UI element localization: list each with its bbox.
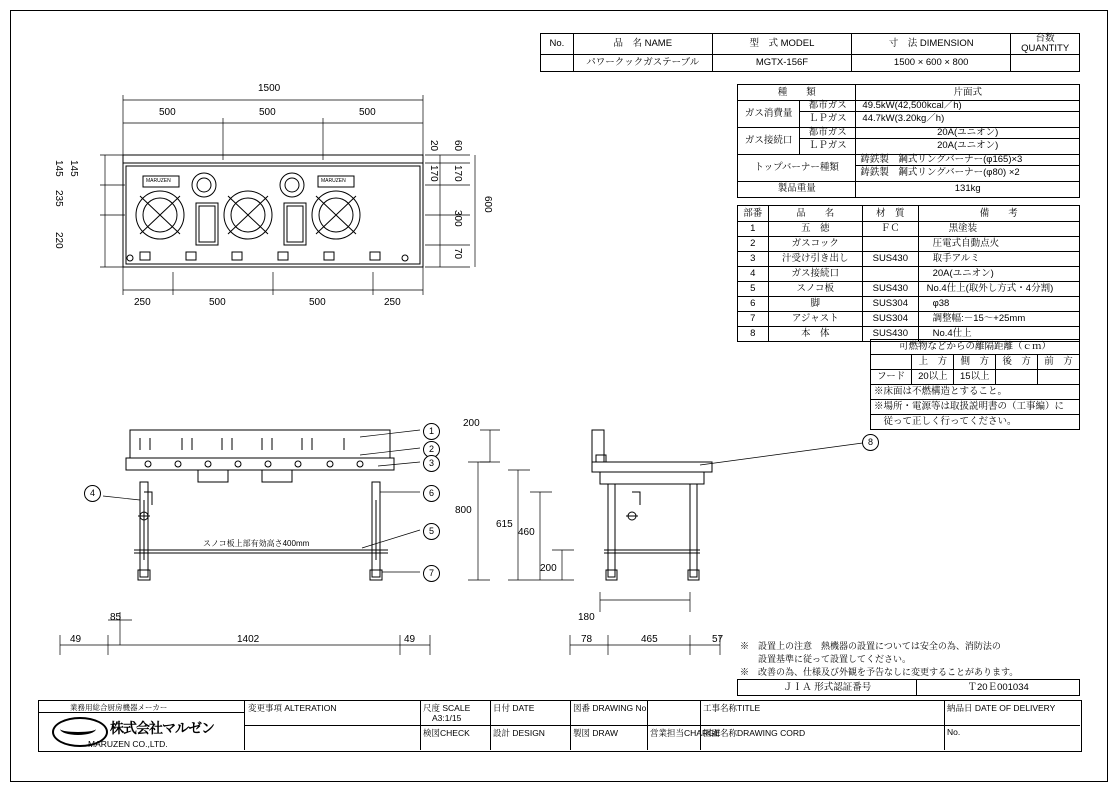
table-row [541,34,1080,55]
top-bottom-dim-1: 250 [134,297,151,308]
parts-material: SUS304 [863,297,919,312]
table-row [871,385,1080,400]
clearance-row-label-blank [871,355,912,370]
clearance-header-side: 側 方 [954,355,996,370]
cord-label: 図面名称DRAWING CORD [703,728,806,738]
parts-no: 6 [738,297,769,312]
callout-4: 4 [84,485,101,502]
front-dim-49-left: 49 [70,634,82,645]
spec-label-7: 製品重量 [738,181,856,197]
table-row [541,54,1080,71]
header-value-model: MGTX-156F [712,54,851,71]
maruzen-logo-swoosh-icon [60,723,96,735]
table-row [871,370,1080,385]
callout-8: 8 [862,434,879,451]
parts-header-name: 品 名 [768,206,863,222]
top-right-dim-600: 600 [482,196,493,213]
callout-1: 1 [423,423,440,440]
top-overall-width: 1500 [258,83,281,94]
header-value-dimension: 1500 × 600 × 800 [852,54,1011,71]
certification-table [737,679,1080,696]
spec-value-6: 鋳鉄製 鋼式リングバーナー(φ80) ×2 [856,165,1080,181]
callout-3: 3 [423,455,440,472]
table-row [738,680,1080,696]
side-dim-200-lower: 200 [540,563,557,574]
scale-value: A3:1/15 [432,713,462,723]
table-row [871,400,1080,415]
clearance-note-1: ※場所・電源等は取扱説明書の（工事編）に [871,400,1080,415]
side-dim-57: 57 [712,634,724,645]
parts-material: SUS430 [863,282,919,297]
table-row [738,85,1080,101]
parts-material [863,237,919,252]
top-right-dim-170b: 170 [452,165,463,182]
parts-remark: 取手アルミ [918,252,1079,267]
spec-sub-2: ＬＰガス [800,111,856,127]
company-name-jp: 株式会社マルゼン [110,720,214,736]
front-dim-1402: 1402 [237,634,260,645]
parts-no: 3 [738,252,769,267]
header-col-name: 品 名 NAME [573,34,712,55]
header-value-no [541,54,574,71]
clearance-note-0: ※床面は不燃構造とすること。 [871,385,1080,400]
parts-material: SUS304 [863,312,919,327]
parts-material [863,267,919,282]
side-dim-78: 78 [581,634,593,645]
parts-name: スノコ板 [768,282,863,297]
parts-name: ガスコック [768,237,863,252]
spec-sub-4: ＬＰガス [800,138,856,154]
table-row [738,267,1080,282]
side-dim-200-top: 200 [463,418,480,429]
top-bottom-dim-2: 500 [209,297,226,308]
parts-remark: φ38 [918,297,1079,312]
top-seg-1: 500 [159,107,176,118]
table-row [738,154,1080,165]
spec-value-7: 131kg [856,181,1080,197]
draw-label: 製図 DRAW [573,728,619,738]
parts-header-remark: 備 考 [918,206,1079,222]
spec-value-4: 20A(ユニオン) [856,138,1080,154]
callout-2: 2 [423,441,440,458]
parts-remark: No.4仕上 [918,327,1079,342]
charge-label: 営業担当CHARGE [650,728,721,738]
warning-line-0: ※ 設置上の注意 熱機器の設置については安全の為、消防法の [740,641,1001,651]
side-dim-180: 180 [578,612,595,623]
spec-label-3: ガス接続口 [738,127,800,154]
side-dim-465: 465 [641,634,658,645]
table-row [738,127,1080,138]
callout-5: 5 [423,523,440,540]
header-col-quantity: 台数 QUANTITY [1011,34,1080,55]
callout-7: 7 [423,565,440,582]
title-block-hline-mid [244,725,1080,726]
parts-header-material: 材 質 [863,206,919,222]
table-row [738,206,1080,222]
table-row [871,355,1080,370]
spec-value-1: 49.5kW(42,500kcal／h) [856,101,1080,112]
construction-title-label: 工事名称TITLE [703,703,761,713]
parts-remark: 20A(ユニオン) [918,267,1079,282]
clearance-value-rear [996,370,1038,385]
table-row [738,222,1080,237]
callout-6: 6 [423,485,440,502]
top-seg-2: 500 [259,107,276,118]
table-row [738,237,1080,252]
parts-name: 汁受け引き出し [768,252,863,267]
top-left-dim-145a: 145 [53,160,64,177]
spec-value-0: 片面式 [856,85,1080,101]
no-label: No. [947,727,961,737]
spec-label-0: 種 類 [738,85,856,101]
parts-no: 2 [738,237,769,252]
top-right-dim-170a: 170 [428,165,439,182]
brand-mark-left: MARUZEN [146,178,171,184]
parts-material: SUS430 [863,327,919,342]
top-right-dim-60: 60 [452,140,463,152]
parts-remark: 圧電式自動点火 [918,237,1079,252]
top-right-dim-70: 70 [452,248,463,260]
parts-material: ＦＣ [863,222,919,237]
parts-name: 五 徳 [768,222,863,237]
clearance-row-label: フード [871,370,912,385]
parts-material: SUS430 [863,252,919,267]
clearance-value-front [1038,370,1080,385]
parts-remark: 黒塗装 [918,222,1079,237]
company-name-en: MARUZEN CO.,LTD. [88,739,168,749]
spec-value-2: 44.7kW(3.20kg／h) [856,111,1080,127]
date-label: 日付 DATE [493,703,535,713]
parts-name: アジャスト [768,312,863,327]
parts-no: 8 [738,327,769,342]
parts-no: 5 [738,282,769,297]
top-seg-3: 500 [359,107,376,118]
clearance-value-top: 20以上 [912,370,954,385]
header-col-model: 型 式 MODEL [712,34,851,55]
front-dim-85: 85 [110,612,122,623]
side-dim-800: 800 [455,505,472,516]
shelf-height-note: スノコ板上部有効高さ400mm [203,539,310,548]
top-bottom-dim-3: 500 [309,297,326,308]
clearance-value-side: 15以上 [954,370,996,385]
spec-value-5: 鋳鉄製 鋼式リングバーナー(φ165)×3 [856,154,1080,165]
certification-value: Ｔ20Ｅ001034 [917,680,1080,696]
spec-label-1: ガス消費量 [738,101,800,128]
maker-caption: 業務用総合厨房機器メーカー [70,703,168,712]
certification-label: ＪＩＡ 形式認証番号 [738,680,917,696]
check-label: 検図CHECK [423,728,470,738]
top-left-dim-145b: 145 [68,160,79,177]
header-table [540,33,1080,72]
side-dim-615: 615 [496,519,513,530]
top-left-dim-235: 235 [53,190,64,207]
clearance-header-rear: 後 方 [996,355,1038,370]
warning-line-1: 設置基準に従って設置してください。 [740,654,912,664]
spec-label-5: トップバーナー種類 [738,154,856,181]
parts-no: 1 [738,222,769,237]
table-row [738,282,1080,297]
header-col-no: No. [541,34,574,55]
front-dim-49-right: 49 [404,634,416,645]
top-right-dim-300: 300 [452,210,463,227]
top-bottom-dim-4: 250 [384,297,401,308]
clearance-header-top: 上 方 [912,355,954,370]
clearance-table [870,339,1080,430]
spec-sub-1: 都市ガス [800,101,856,112]
table-row [871,415,1080,430]
table-row [738,297,1080,312]
alteration-label: 変更事項 ALTERATION [248,703,337,713]
drawing-no-label: 図番 DRAWING No. [573,703,649,713]
header-col-dimension: 寸 法 DIMENSION [852,34,1011,55]
design-label: 設計 DESIGN [493,728,545,738]
side-dim-460: 460 [518,527,535,538]
table-row [871,340,1080,355]
parts-table [737,205,1080,342]
header-value-quantity [1011,54,1080,71]
table-row [738,181,1080,197]
title-block-divider-8 [944,700,945,750]
warning-line-2: ※ 改善の為、仕様及び外観を予告なしに変更することがあります。 [740,667,1019,677]
parts-name: 脚 [768,297,863,312]
parts-no: 7 [738,312,769,327]
parts-name: ガス接続口 [768,267,863,282]
top-right-dim-20: 20 [428,140,439,152]
parts-header-no: 部番 [738,206,769,222]
parts-remark: 調整幅:－15～+25mm [918,312,1079,327]
parts-name: 本 体 [768,327,863,342]
clearance-header-front: 前 方 [1038,355,1080,370]
spec-table [737,84,1080,198]
header-value-name: パワークックガステーブル [573,54,712,71]
table-row [738,312,1080,327]
spec-value-3: 20A(ユニオン) [856,127,1080,138]
spec-sub-3: 都市ガス [800,127,856,138]
clearance-note-2: 従って正しく行ってください。 [871,415,1080,430]
scale-label: 尺度 SCALE [423,703,471,713]
parts-no: 4 [738,267,769,282]
brand-mark-right: MARUZEN [321,178,346,184]
top-left-dim-220: 220 [53,232,64,249]
parts-remark: No.4仕上(取外し方式・4分割) [918,282,1079,297]
table-row [738,252,1080,267]
table-row [738,101,1080,112]
delivery-label: 納品日 DATE OF DELIVERY [947,703,1056,713]
clearance-title: 可燃物などからの離隔距離（ｃｍ） [871,340,1080,355]
